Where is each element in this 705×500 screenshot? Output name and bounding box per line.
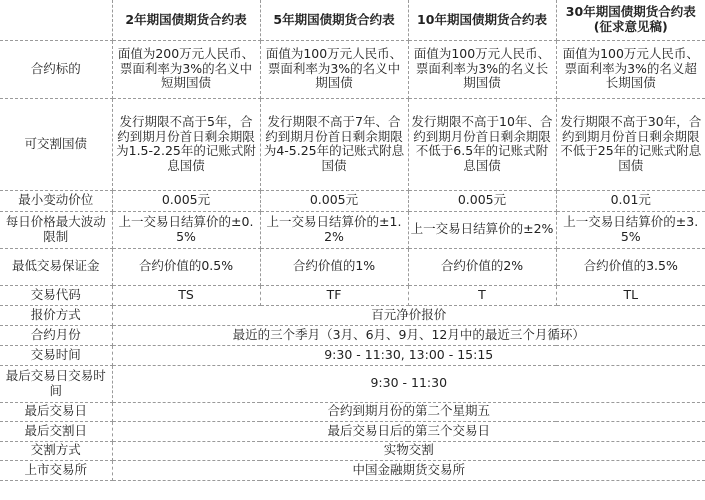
row-label: 交易时间	[0, 345, 112, 365]
merged-cell: 合约到期月份的第二个星期五	[112, 402, 705, 421]
table-row	[0, 40, 705, 98]
table-cell: 上一交易日结算价的±1.2%	[260, 211, 408, 248]
row-label: 最后交易日交易时间	[0, 365, 112, 402]
table-cell: 面值为200万元人民币、票面利率为3%的名义中短期国债	[112, 40, 260, 98]
table-row	[0, 325, 705, 345]
merged-cell: 最近的三个季月（3月、6月、9月、12月中的最近三个月循环）	[112, 325, 705, 345]
header-30y: 30年期国债期货合约表(征求意见稿)	[556, 0, 705, 40]
merged-cell: 实物交割	[112, 441, 705, 460]
row-label: 合约月份	[0, 325, 112, 345]
table-row	[0, 365, 705, 402]
merged-cell: 最后交易日后的第三个交易日	[112, 421, 705, 441]
table-cell: TL	[556, 285, 705, 305]
row-label: 上市交易所	[0, 460, 112, 480]
table-row	[0, 211, 705, 248]
table-cell: 0.005元	[112, 190, 260, 211]
table-row	[0, 441, 705, 460]
row-label: 最小变动价位	[0, 190, 112, 211]
row-label: 每日价格最大波动限制	[0, 211, 112, 248]
table-cell: 上一交易日结算价的±2%	[408, 211, 556, 248]
merged-cell: 中国金融期货交易所	[112, 460, 705, 480]
table-cell: TF	[260, 285, 408, 305]
row-label: 交易代码	[0, 285, 112, 305]
row-label: 合约标的	[0, 40, 112, 98]
table-row	[0, 421, 705, 441]
table-cell: 合约价值的0.5%	[112, 248, 260, 285]
table-row	[0, 248, 705, 285]
table-cell: 合约价值的2%	[408, 248, 556, 285]
table-cell: 0.005元	[260, 190, 408, 211]
header-cell-blank	[0, 0, 112, 40]
table-cell: 面值为100万元人民币、票面利率为3%的名义超长期国债	[556, 40, 705, 98]
table-cell: 面值为100万元人民币、票面利率为3%的名义长期国债	[408, 40, 556, 98]
table-cell: 发行期限不高于7年、合约到期月份首日剩余期限为4-5.25年的记账式附息国债	[260, 98, 408, 190]
table-row	[0, 460, 705, 480]
table-cell: TS	[112, 285, 260, 305]
row-label: 最后交割日	[0, 421, 112, 441]
merged-cell: 9:30 - 11:30, 13:00 - 15:15	[112, 345, 705, 365]
table-cell: 0.01元	[556, 190, 705, 211]
row-label: 最低交易保证金	[0, 248, 112, 285]
table-row	[0, 285, 705, 305]
table-cell: 上一交易日结算价的±3.5%	[556, 211, 705, 248]
table-cell: 发行期限不高于30年，合约到期月份首日剩余期限不低于25年的记账式附息国债	[556, 98, 705, 190]
table-row	[0, 402, 705, 421]
table-cell: 上一交易日结算价的±0.5%	[112, 211, 260, 248]
merged-cell: 百元净价报价	[112, 305, 705, 325]
table-cell: 0.005元	[408, 190, 556, 211]
row-label: 交割方式	[0, 441, 112, 460]
table-row	[0, 190, 705, 211]
row-label: 最后交易日	[0, 402, 112, 421]
table-cell: 发行期限不高于10年、合约到期月份首日剩余期限不低于6.5年的记账式附息国债	[408, 98, 556, 190]
table-cell: 发行期限不高于5年，合约到期月份首日剩余期限为1.5-2.25年的记账式附息国债	[112, 98, 260, 190]
table-row	[0, 345, 705, 365]
table-row	[0, 305, 705, 325]
header-2y: 2年期国债期货合约表	[112, 0, 260, 40]
row-label: 可交割国债	[0, 98, 112, 190]
table-cell: T	[408, 285, 556, 305]
table-cell: 面值为100万元人民币、票面利率为3%的名义中期国债	[260, 40, 408, 98]
merged-cell: 9:30 - 11:30	[112, 365, 705, 402]
header-10y: 10年期国债期货合约表	[408, 0, 556, 40]
table-cell: 合约价值的1%	[260, 248, 408, 285]
header-row	[0, 0, 705, 40]
header-5y: 5年期国债期货合约表	[260, 0, 408, 40]
table-cell: 合约价值的3.5%	[556, 248, 705, 285]
table-row	[0, 98, 705, 190]
row-label: 报价方式	[0, 305, 112, 325]
